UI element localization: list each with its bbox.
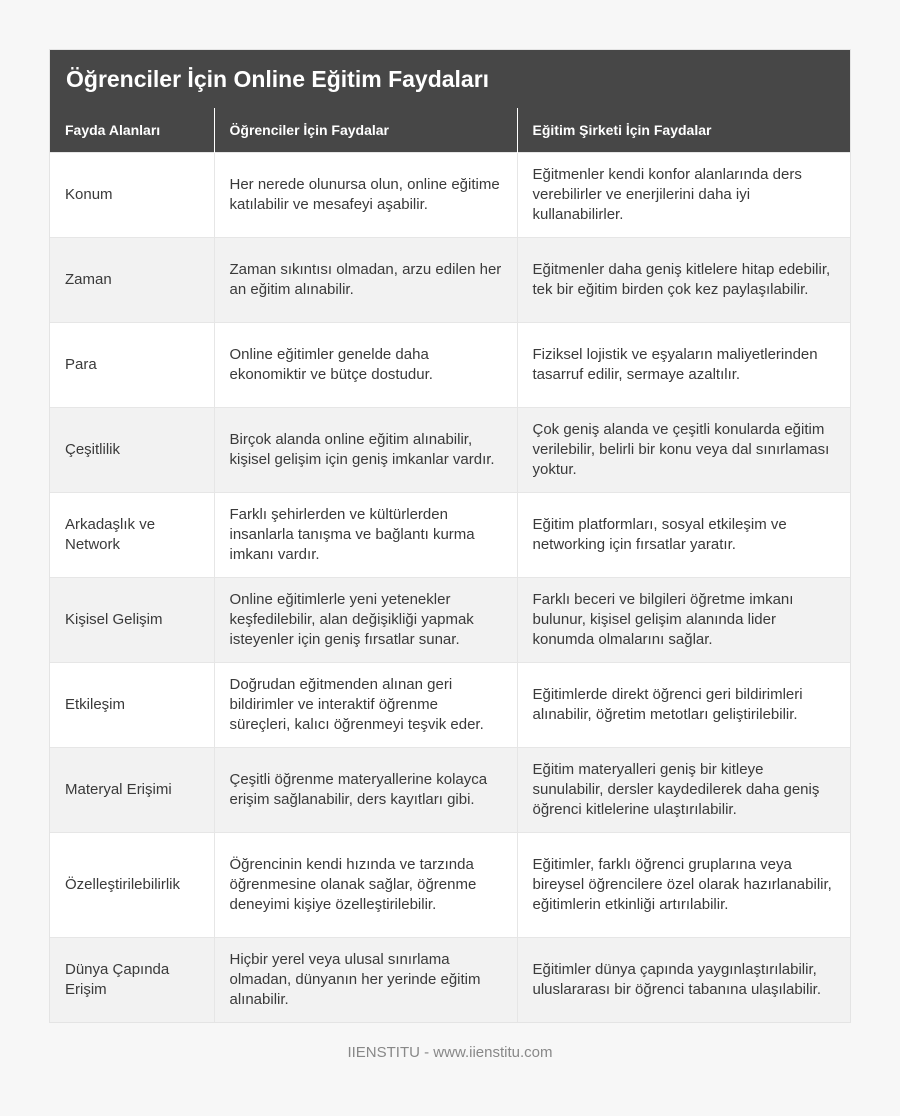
table-row: [50, 937, 850, 1022]
cell-company-benefit: Eğitmenler daha geniş kitlelere hitap edebilir, tek bir eğitim birden çok kez paylaşılabilir.: [517, 237, 850, 322]
cell-student-benefit: Her nerede olunursa olun, online eğitime katılabilir ve mesafeyi aşabilir.: [214, 152, 517, 237]
table-row: [50, 832, 850, 937]
column-header-area: Fayda Alanları: [50, 108, 214, 152]
cell-area: Zaman: [50, 237, 214, 322]
cell-student-benefit: Online eğitimlerle yeni yetenekler keşfedilebilir, alan değişikliği yapmak isteyenler için geniş fırsatlar sunar.: [214, 577, 517, 662]
cell-student-benefit: Birçok alanda online eğitim alınabilir, kişisel gelişim için geniş imkanlar vardır.: [214, 407, 517, 492]
cell-company-benefit: Eğitmenler kendi konfor alanlarında ders verebilirler ve enerjilerini daha iyi kullanabilirler.: [517, 152, 850, 237]
table-row: [50, 577, 850, 662]
cell-student-benefit: Zaman sıkıntısı olmadan, arzu edilen her an eğitim alınabilir.: [214, 237, 517, 322]
cell-area: Çeşitlilik: [50, 407, 214, 492]
header-row: [50, 108, 850, 152]
cell-company-benefit: Eğitimler dünya çapında yaygınlaştırılabilir, uluslararası bir öğrenci tabanına ulaşılabilir.: [517, 937, 850, 1022]
cell-company-benefit: Eğitimlerde direkt öğrenci geri bildirimleri alınabilir, öğretim metotları geliştirilebilir.: [517, 662, 850, 747]
benefits-table: [50, 108, 850, 1022]
table-row: [50, 322, 850, 407]
table-row: [50, 492, 850, 577]
cell-student-benefit: Hiçbir yerel veya ulusal sınırlama olmadan, dünyanın her yerinde eğitim alınabilir.: [214, 937, 517, 1022]
cell-student-benefit: Farklı şehirlerden ve kültürlerden insanlarla tanışma ve bağlantı kurma imkanı vardır.: [214, 492, 517, 577]
cell-area: Etkileşim: [50, 662, 214, 747]
cell-area: Materyal Erişimi: [50, 747, 214, 832]
footer-credit: IIENSTITU - www.iienstitu.com: [347, 1044, 553, 1061]
table-row: [50, 152, 850, 237]
column-header-students: Öğrenciler İçin Faydalar: [214, 108, 517, 152]
table-title: Öğrenciler İçin Online Eğitim Faydaları: [50, 50, 850, 108]
cell-student-benefit: Doğrudan eğitmenden alınan geri bildirimler ve interaktif öğrenme süreçleri, kalıcı öğrenmeyi teşvik eder.: [214, 662, 517, 747]
table-row: [50, 237, 850, 322]
table-row: [50, 747, 850, 832]
benefits-table-card: [50, 50, 850, 1022]
cell-area: Para: [50, 322, 214, 407]
cell-area: Konum: [50, 152, 214, 237]
cell-company-benefit: Eğitim platformları, sosyal etkileşim ve networking için fırsatlar yaratır.: [517, 492, 850, 577]
column-header-company: Eğitim Şirketi İçin Faydalar: [517, 108, 850, 152]
cell-student-benefit: Çeşitli öğrenme materyallerine kolayca erişim sağlanabilir, ders kayıtları gibi.: [214, 747, 517, 832]
cell-area: Kişisel Gelişim: [50, 577, 214, 662]
cell-student-benefit: Öğrencinin kendi hızında ve tarzında öğrenmesine olanak sağlar, öğrenme deneyimi kişiye özelleştirilebilir.: [214, 832, 517, 937]
cell-company-benefit: Farklı beceri ve bilgileri öğretme imkanı bulunur, kişisel gelişim alanında lider konumda olmalarını sağlar.: [517, 577, 850, 662]
cell-area: Dünya Çapında Erişim: [50, 937, 214, 1022]
table-row: [50, 407, 850, 492]
cell-student-benefit: Online eğitimler genelde daha ekonomiktir ve bütçe dostudur.: [214, 322, 517, 407]
cell-area: Arkadaşlık ve Network: [50, 492, 214, 577]
cell-company-benefit: Eğitim materyalleri geniş bir kitleye sunulabilir, dersler kaydedilerek daha geniş öğrenci kitlelerine ulaştırılabilir.: [517, 747, 850, 832]
cell-company-benefit: Fiziksel lojistik ve eşyaların maliyetlerinden tasarruf edilir, sermaye azaltılır.: [517, 322, 850, 407]
table-row: [50, 662, 850, 747]
cell-area: Özelleştirilebilirlik: [50, 832, 214, 937]
cell-company-benefit: Çok geniş alanda ve çeşitli konularda eğitim verilebilir, belirli bir konu veya dal sınırlaması yoktur.: [517, 407, 850, 492]
cell-company-benefit: Eğitimler, farklı öğrenci gruplarına veya bireysel öğrencilere özel olarak hazırlanabilir, eğitimlerin etkinliği artırılabilir.: [517, 832, 850, 937]
